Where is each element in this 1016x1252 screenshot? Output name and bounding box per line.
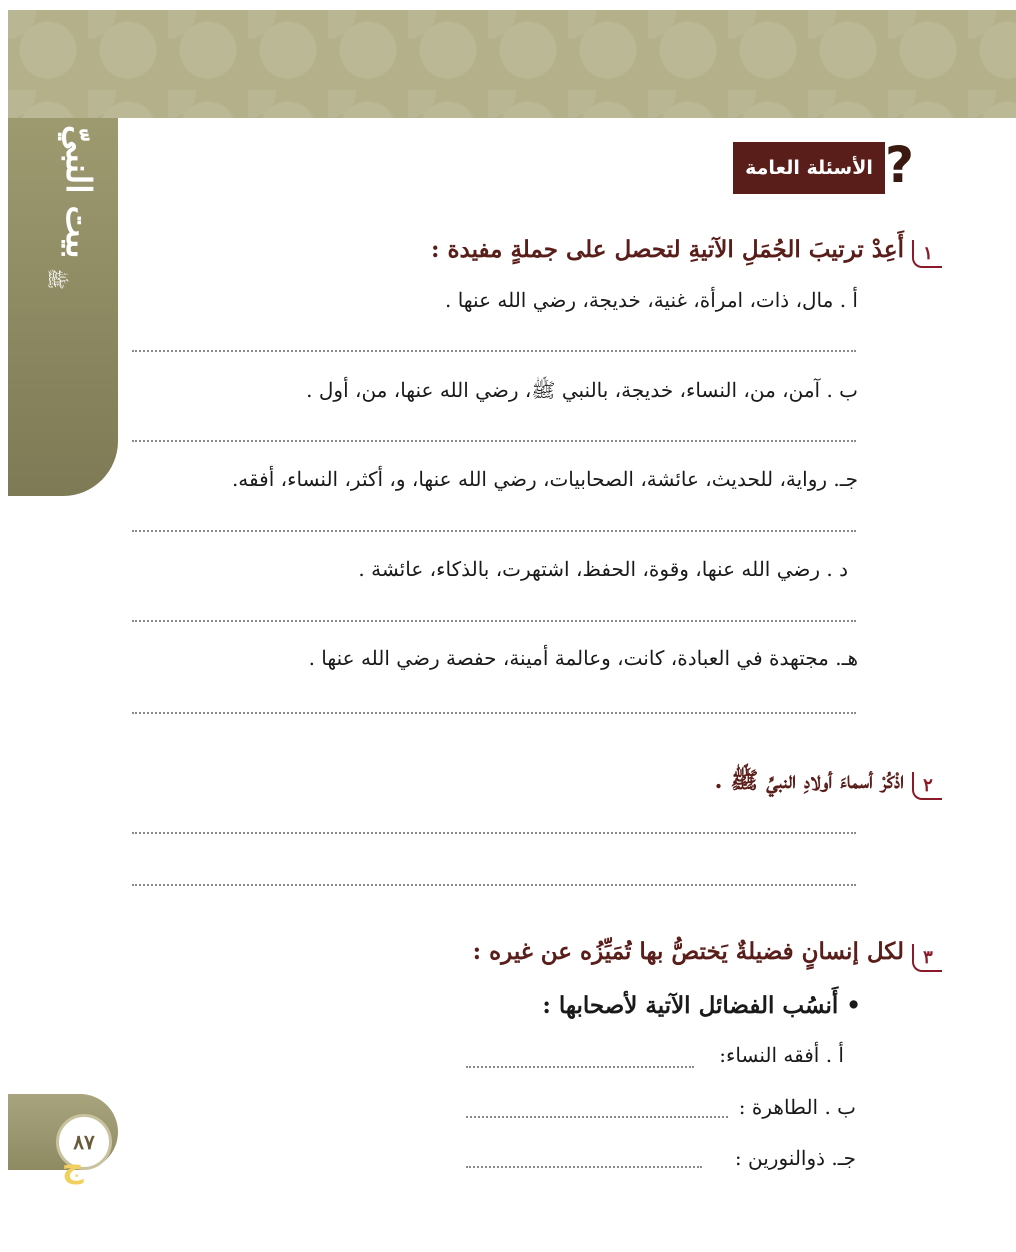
question-number-1: ١ bbox=[912, 240, 942, 268]
chapter-honorific: ﷺ bbox=[45, 268, 66, 290]
answer-line[interactable] bbox=[466, 1166, 702, 1168]
answer-line[interactable] bbox=[466, 1066, 694, 1068]
top-decorative-band bbox=[8, 10, 1016, 118]
question-3-text: لكل إنسانٍ فضيلةٌ يَختصُّ بها تُمَيِّزُه عن غيره : bbox=[472, 938, 904, 965]
answer-line[interactable] bbox=[132, 620, 856, 622]
section-header bbox=[733, 136, 919, 196]
question-1-text: أَعِدْ ترتيبَ الجُمَلِ الآتيةِ لتحصل على جملةٍ مفيدة : bbox=[430, 236, 904, 263]
section-header-label: الأسئلة العامة bbox=[733, 142, 885, 194]
q1-item-a: أ . مال، ذات، امرأة، غنية، خديجة، رضي الله عنها . bbox=[445, 288, 858, 312]
answer-line[interactable] bbox=[132, 884, 856, 886]
question-number-2: ٢ bbox=[912, 772, 942, 800]
question-3-subheading: • أَنسُب الفضائل الآتية لأصحابها : bbox=[542, 992, 861, 1019]
q3-item-a: أ . أفقه النساء: bbox=[719, 1043, 844, 1067]
page-number: ٨٧ bbox=[56, 1114, 112, 1170]
publisher-logo-icon: ج bbox=[62, 1150, 84, 1185]
q1-item-e: هـ. مجتهدة في العبادة، كانت، وعالمة أمينة، حفصة رضي الله عنها . bbox=[308, 646, 858, 670]
q1-item-b: ب . آمن، من، النساء، خديجة، بالنبي ﷺ، رضي الله عنها، من، أول . bbox=[306, 378, 858, 402]
question-mark-icon: ? bbox=[885, 136, 915, 194]
q3-item-c: جـ. ذوالنورين : bbox=[734, 1146, 856, 1170]
q1-item-c: جـ. رواية، للحديث، عائشة، الصحابيات، رضي الله عنها، و، أكثر، النساء، أفقه. bbox=[231, 467, 858, 491]
answer-line[interactable] bbox=[132, 832, 856, 834]
answer-line[interactable] bbox=[132, 440, 856, 442]
question-2-text: اذْكُرْ أسماءَ أولادِ النبيِّ ﷺ . bbox=[714, 767, 904, 794]
q3-item-b: ب . الطاهرة : bbox=[738, 1095, 856, 1119]
answer-line[interactable] bbox=[466, 1116, 728, 1118]
answer-line[interactable] bbox=[132, 350, 856, 352]
question-number-3: ٣ bbox=[912, 944, 942, 972]
answer-line[interactable] bbox=[132, 712, 856, 714]
answer-line[interactable] bbox=[132, 530, 856, 532]
q1-item-d: د . رضي الله عنها، وقوة، الحفظ، اشتهرت، بالذكاء، عائشة . bbox=[358, 557, 848, 581]
chapter-title: بيت النبيّ bbox=[58, 125, 98, 259]
